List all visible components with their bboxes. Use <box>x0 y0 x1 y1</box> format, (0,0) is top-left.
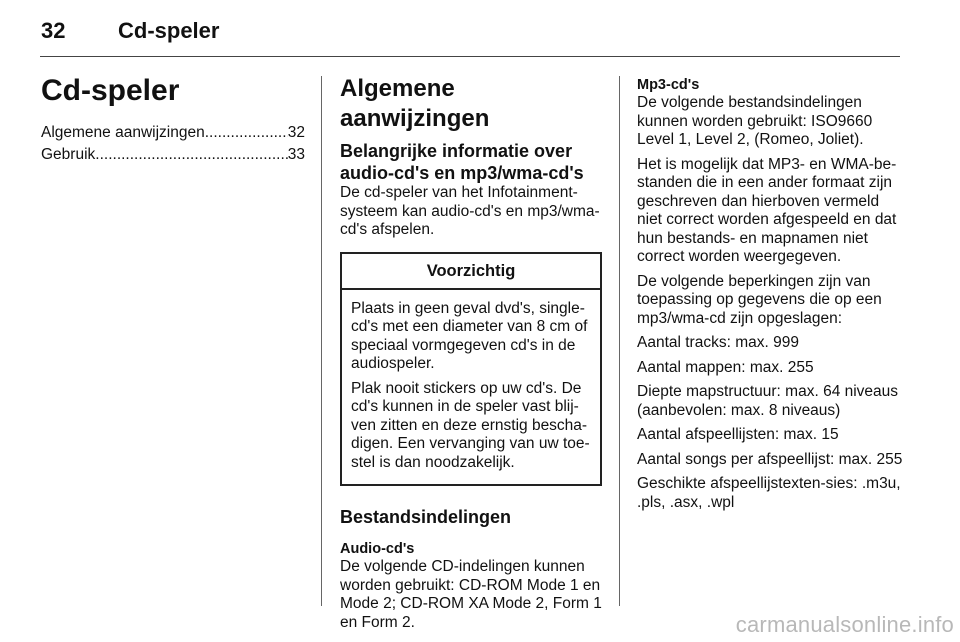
watermark: carmanualsonline.info <box>735 612 954 637</box>
toc-entry-label: Algemene aanwijzingen <box>41 124 205 141</box>
toc-entry-page: 32 <box>287 124 305 141</box>
header-title: Cd-speler <box>118 18 220 43</box>
audio-cd-heading: Audio-cd's <box>340 541 415 557</box>
column-divider-left <box>321 76 322 606</box>
toc-leader <box>205 122 288 144</box>
toc-leader <box>95 144 287 166</box>
mp3-limit: Geschikte afspeellijstexten-sies: .m3u, .pls, .asx, .wpl <box>637 475 901 511</box>
toc-entry[interactable] <box>41 122 305 144</box>
header-rule <box>40 56 900 57</box>
mp3-limit: Aantal mappen: max. 255 <box>637 358 814 376</box>
important-info-title: Belangrijke informatie over audio-cd's en mp3/wma-cd's <box>340 141 584 183</box>
mp3-paragraph: Het is mogelijk dat MP3- en WMA-be-standen die in een ander formaat zijn geschreven dan hierboven vermeld niet correct worden afgespeeld en dat hun bestands- en mapnamen niet correct worden weergegeven. <box>637 155 897 265</box>
caution-paragraph: Plak nooit stickers op uw cd's. De cd's kunnen in de speler vast blij-ven zitten en deze ernstig bescha-digen. Een vervanging van uw toe-stel is dan noodzakelijk. <box>351 379 590 471</box>
mp3-limit: Aantal tracks: max. 999 <box>637 334 799 351</box>
mp3-limit: Aantal afspeellijsten: max. 15 <box>637 426 839 443</box>
mp3-cd-heading: Mp3-cd's <box>637 77 700 93</box>
caution-body <box>342 290 600 485</box>
caution-paragraph: Plaats in geen geval dvd's, single-cd's met een diameter van 8 cm of speciaal vormgegeven cd's in de audiospeler. <box>351 299 588 372</box>
section-column <box>340 74 602 638</box>
mp3-column <box>637 76 905 518</box>
mp3-paragraph: De volgende beperkingen zijn van toepassing op gegevens die op een mp3/wma-cd zijn opgeslagen: <box>637 272 882 327</box>
mp3-paragraph: De volgende bestandsindelingen kunnen worden gebruikt: ISO9660 Level 1, Level 2, (Romeo, Joliet). <box>637 94 873 148</box>
caution-title: Voorzichtig <box>342 254 600 290</box>
column-divider-right <box>619 76 620 606</box>
mp3-limit: Diepte mapstructuur: max. 64 niveaus (aanbevolen: max. 8 niveaus) <box>637 383 899 419</box>
section-title: Algemene aanwijzingen <box>340 75 490 132</box>
toc-entry[interactable] <box>41 144 305 166</box>
mp3-limit: Aantal songs per afspeellijst: max. 255 <box>637 450 903 468</box>
toc-entry-label: Gebruik <box>41 146 96 163</box>
toc-entry-page: 33 <box>287 146 305 163</box>
chapter-column <box>41 74 305 166</box>
important-info-text: De cd-speler van het Infotainment-systeem kan audio-cd's en mp3/wma-cd's afspelen. <box>340 184 600 238</box>
chapter-title: Cd-speler <box>41 74 180 107</box>
caution-box <box>340 252 602 487</box>
formats-title: Bestandsindelingen <box>340 507 512 527</box>
page-number: 32 <box>41 18 66 43</box>
audio-cd-text: De volgende CD-indelingen kunnen worden gebruikt: CD-ROM Mode 1 en Mode 2; CD-ROM XA Mode 2, Form 1 en Form 2. <box>340 558 602 631</box>
